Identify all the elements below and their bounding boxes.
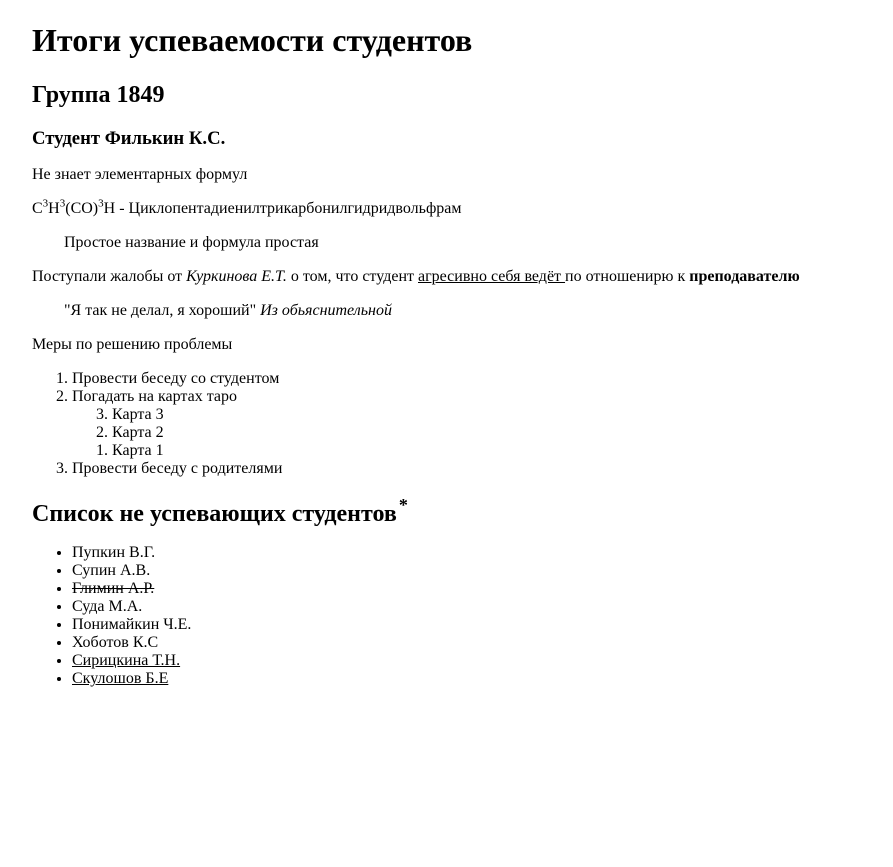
student-link[interactable]: Сирицкина Т.Н.	[72, 652, 181, 669]
complaint-prefix: Поступали жалобы от	[32, 268, 187, 285]
student-item: • Глимин А.Р.	[72, 580, 861, 598]
formula-sub-3: 3	[98, 197, 104, 210]
complaint-middle2: по отношенирю к	[565, 268, 690, 285]
student-item-link	[72, 652, 861, 670]
formula-co: (CO)	[65, 200, 99, 217]
cards-list	[72, 406, 861, 460]
complaint-paragraph	[32, 268, 861, 286]
document-page	[0, 22, 893, 688]
failing-students-list	[32, 544, 861, 688]
student-item-link	[72, 670, 861, 688]
measure-item-2	[72, 388, 861, 460]
student-item: • Пупкин В.Г.	[72, 544, 861, 562]
formula-name: - Циклопентадиенилтрикарбонилгидридвольфрам	[115, 200, 462, 217]
student-item: • Супин А.В.	[72, 562, 861, 580]
complaint-middle: о том, что студент	[286, 268, 418, 285]
card-item: 3. Карта 3	[112, 406, 861, 424]
note-paragraph: Не знает элементарных формул	[32, 166, 248, 183]
failing-list-heading	[32, 495, 861, 528]
measure-item-2-label: Погадать на картах таро	[72, 388, 237, 405]
card-item: 2. Карта 2	[112, 424, 861, 442]
student-item: • Хоботов К.С	[72, 634, 861, 652]
complaint-author: Куркинова Е.Т.	[186, 268, 287, 285]
measures-list	[32, 370, 861, 478]
student-heading: Студент Филькин К.С.	[32, 128, 226, 149]
card-item: 1. Карта 1	[112, 442, 861, 460]
formula-c: C	[32, 200, 43, 217]
measure-item-1: 1. Провести беседу со студентом	[72, 370, 861, 388]
explanation-quote	[64, 302, 861, 320]
student-link[interactable]: Скулошов Б.Е	[72, 670, 169, 687]
formula-sub-1: 3	[42, 197, 49, 210]
complaint-bold: преподавателю	[689, 268, 800, 285]
complaint-underlined: агресивно себя ведёт	[418, 268, 566, 285]
formula-h: H	[48, 200, 60, 217]
asterisk-marker: *	[398, 495, 408, 515]
explanation-text: "Я так не делал, я хороший"	[64, 302, 261, 319]
formula-paragraph	[32, 197, 861, 218]
simple-name-quote: Простое название и формула простая	[64, 234, 319, 251]
group-heading: Группа 1849	[32, 82, 165, 108]
student-item: • Суда М.А.	[72, 598, 861, 616]
student-item: • Понимайкин Ч.Е.	[72, 616, 861, 634]
measures-title: Меры по решению проблемы	[32, 336, 233, 353]
formula-h2: H	[103, 200, 116, 217]
page-title: Итоги успеваемости студентов	[32, 22, 473, 58]
formula-sub-2: 3	[59, 197, 66, 210]
failing-list-title: Список не успевающих студентов	[32, 501, 397, 527]
explanation-source: Из обьяснительной	[260, 302, 392, 319]
measure-item-3: 3. Провести беседу с родителями	[72, 460, 861, 478]
